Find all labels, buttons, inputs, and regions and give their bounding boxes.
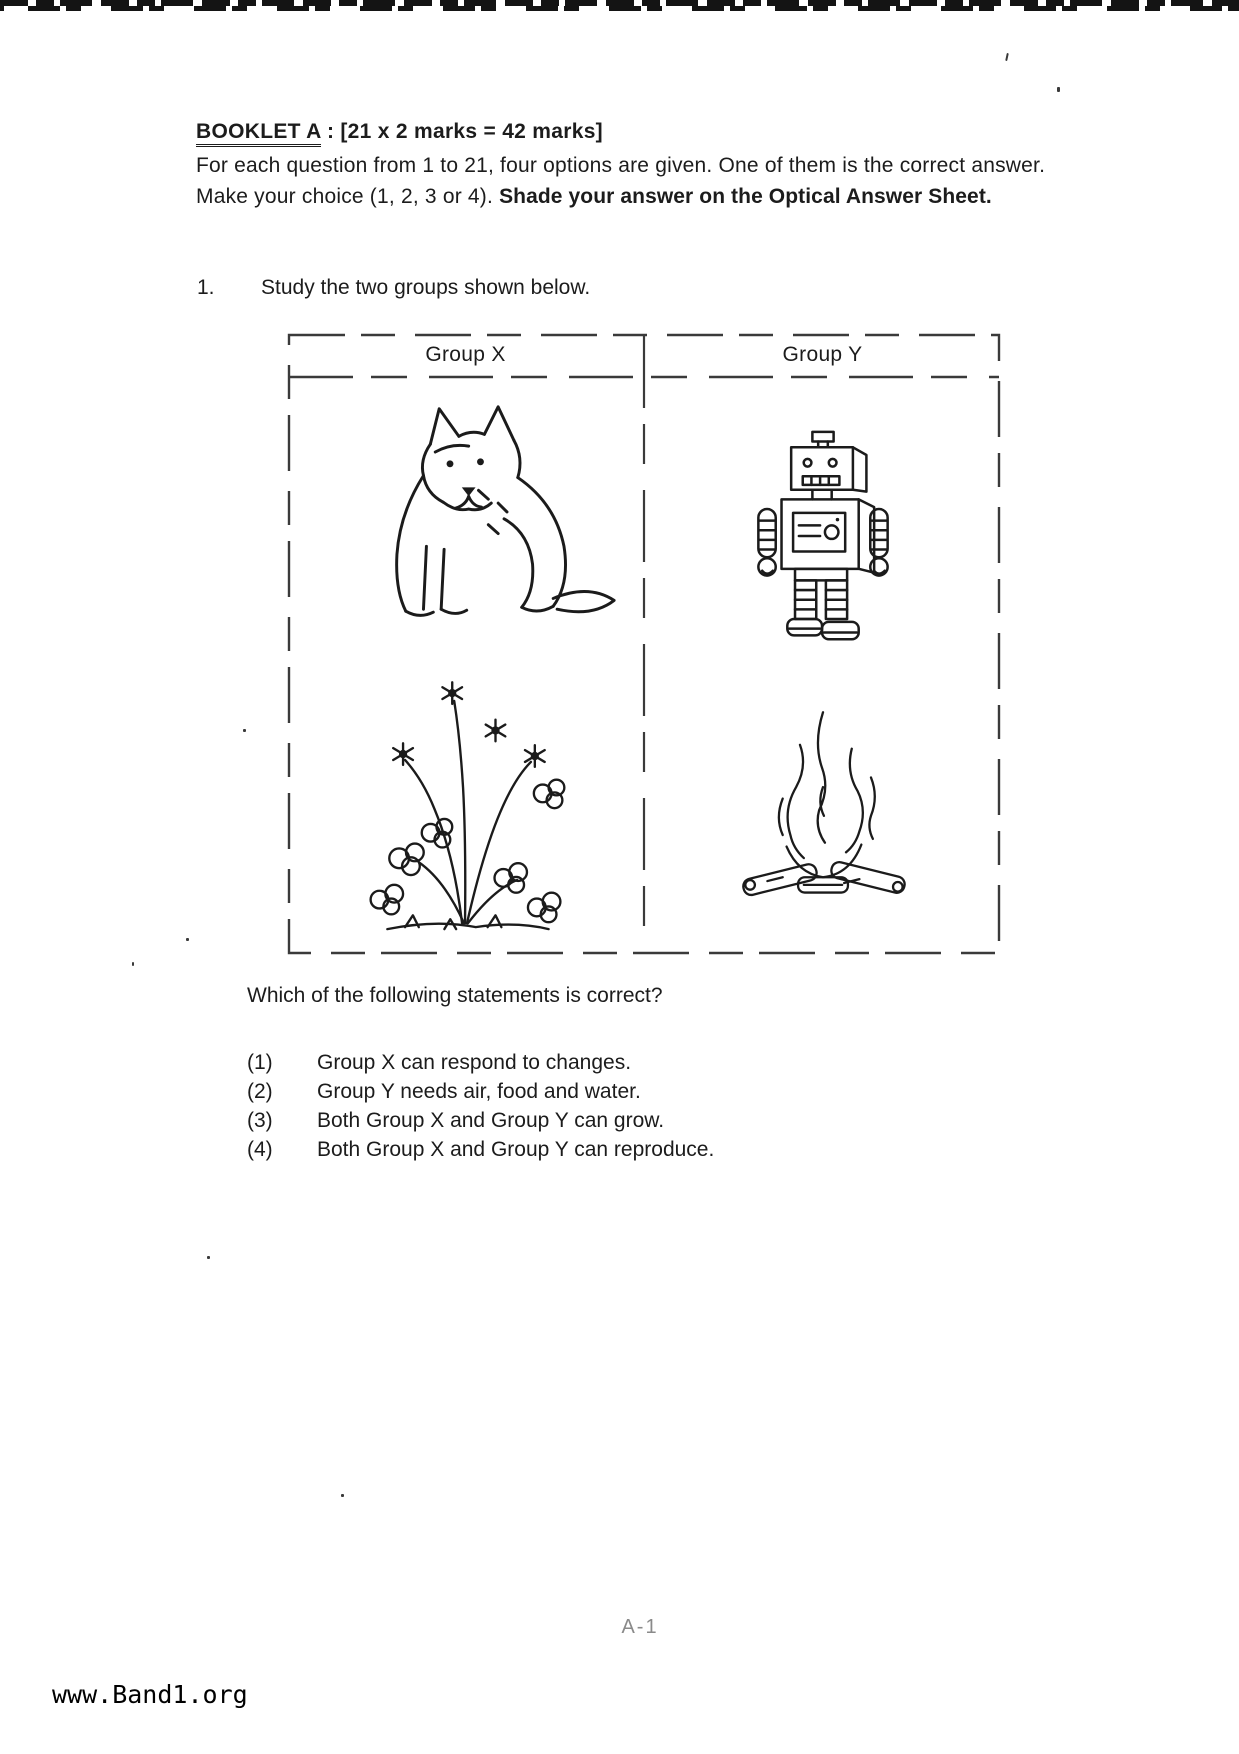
scan-speck — [132, 962, 134, 966]
question-prompt: Study the two groups shown below. — [261, 276, 591, 299]
marks-info: : [21 x 2 marks = 42 marks] — [320, 120, 603, 143]
scan-artifact-band — [0, 0, 1239, 12]
site-watermark: www.Band1.org — [52, 1680, 248, 1709]
option-text: Group Y needs air, food and water. — [317, 1080, 641, 1103]
table-body-row — [287, 379, 1001, 953]
option-number: (3) — [247, 1109, 273, 1132]
scan-speck — [243, 729, 246, 732]
options-list — [247, 1048, 1007, 1164]
option-text: Both Group X and Group Y can reproduce. — [317, 1138, 715, 1161]
question-number: 1. — [197, 276, 215, 299]
option-number: (1) — [247, 1051, 273, 1074]
question-stem: Which of the following statements is correct? — [247, 984, 663, 1007]
option-number: (4) — [247, 1138, 273, 1161]
instructions-normal: For each question from 1 to 21, four options are given. One of them is the correct answer. Make your choice (1, 2, 3 or 4). — [196, 154, 1046, 208]
instructions-bold: Shade your answer on the Optical Answer Sheet. — [499, 185, 992, 208]
option-row — [247, 1048, 1007, 1077]
dog-illustration — [331, 397, 626, 623]
scan-speck — [1005, 53, 1009, 61]
scan-speck — [207, 1256, 210, 1259]
option-text: Both Group X and Group Y can grow. — [317, 1109, 665, 1132]
option-row — [247, 1106, 1007, 1135]
scan-speck — [1057, 87, 1060, 92]
option-row — [247, 1077, 1007, 1106]
fire-illustration — [727, 695, 919, 906]
page-title — [196, 120, 1054, 144]
plant-illustration — [348, 640, 584, 935]
scan-speck — [186, 938, 189, 941]
table-header-row — [287, 333, 1001, 377]
scan-speck — [341, 1494, 344, 1497]
page-number: A-1 — [621, 1616, 659, 1638]
instructions — [196, 150, 1054, 212]
booklet-header — [196, 120, 1054, 212]
group-y-cell — [644, 379, 1001, 953]
group-x-cell — [287, 379, 644, 953]
column-header-group-x: Group X — [425, 343, 506, 366]
column-header-group-y: Group Y — [782, 343, 863, 366]
group-table — [287, 333, 1001, 955]
robot-illustration — [741, 426, 905, 648]
booklet-title-text: BOOKLET A — [196, 120, 321, 147]
question-prompt-line — [197, 276, 1057, 300]
option-row — [247, 1135, 1007, 1164]
option-number: (2) — [247, 1080, 273, 1103]
option-text: Group X can respond to changes. — [317, 1051, 632, 1074]
